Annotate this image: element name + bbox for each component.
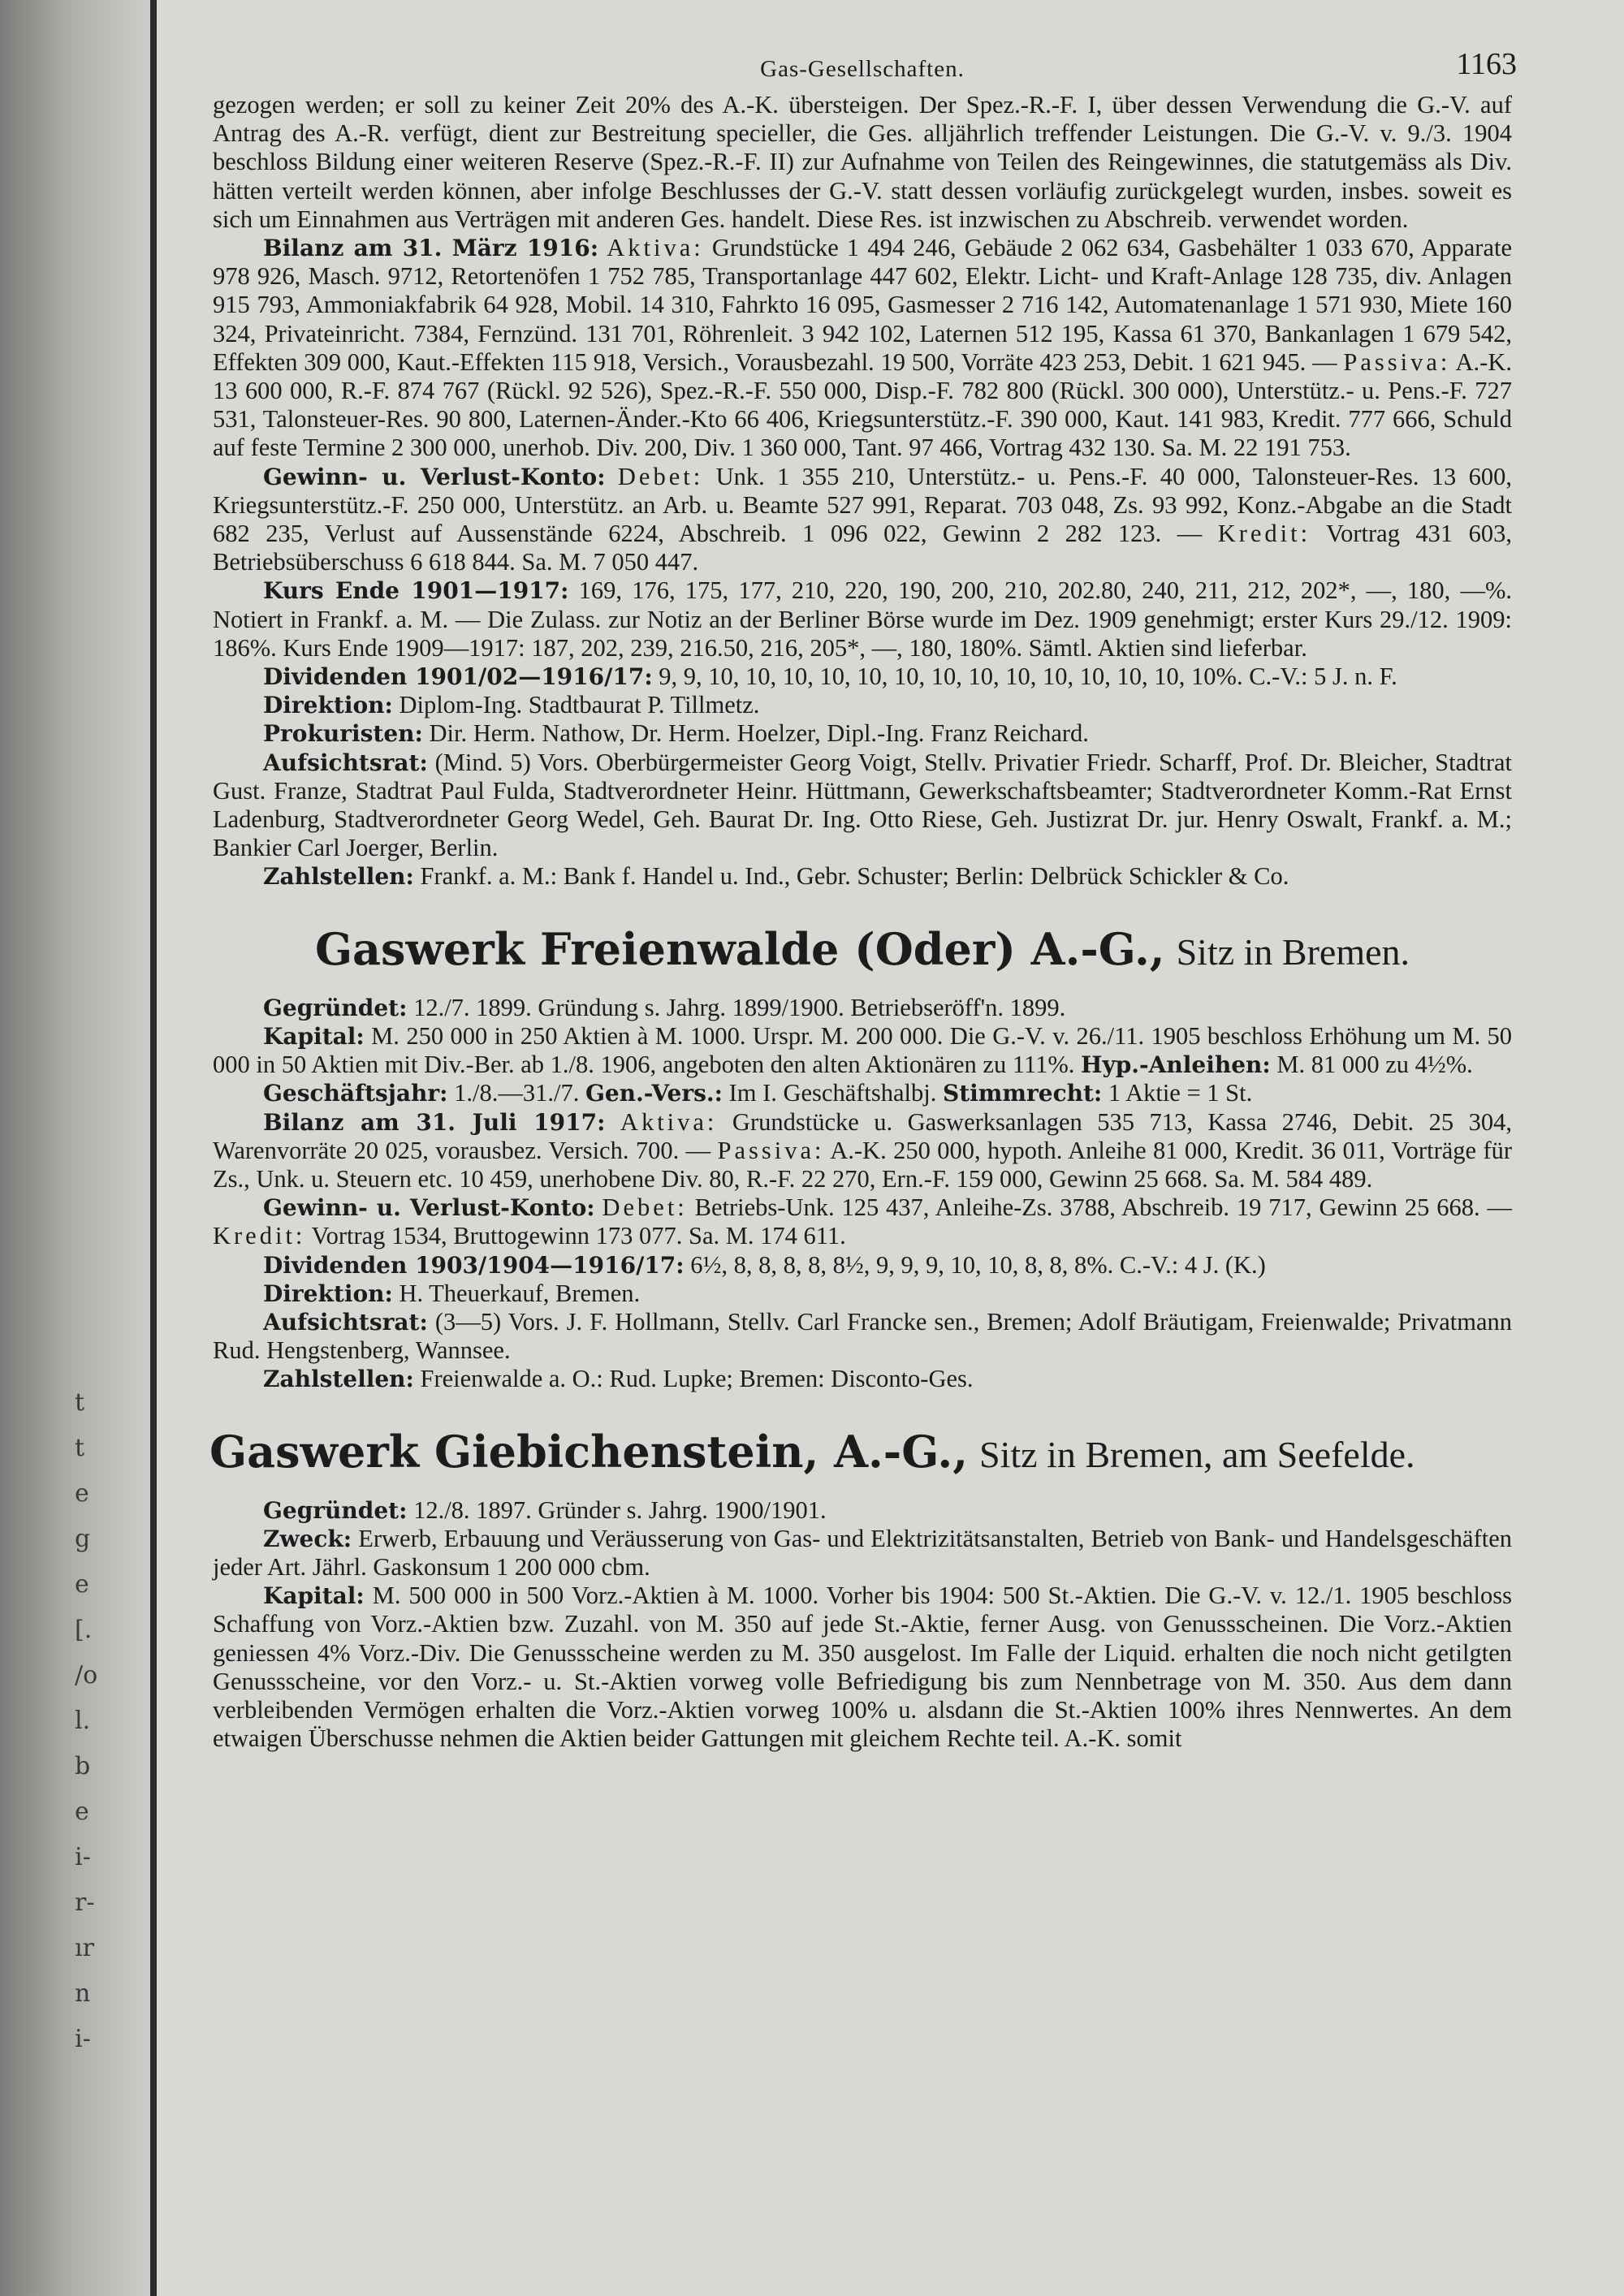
aktiva-label: Aktiva: <box>620 1107 718 1136</box>
genvers-label: Gen.-Vers.: <box>585 1080 723 1107</box>
kapital-label: Kapital: <box>263 1022 365 1050</box>
aufsichtsrat-label: Aufsichtsrat: <box>263 749 428 776</box>
bilanz-paragraph <box>213 1108 1512 1194</box>
aufsichtsrat-text: (3—5) Vors. J. F. Hollmann, Stellv. Carl Francke sen., Bremen; Adolf Bräutigam, Freienwalde; Privatmann Rud. Hengstenberg, Wannsee. <box>213 1307 1513 1365</box>
debet-label: Debet: <box>617 462 704 490</box>
gegruendet-text: 12./8. 1897. Gründer s. Jahrg. 1900/1901. <box>413 1495 827 1524</box>
reserves-paragraph: gezogen werden; er soll zu keiner Zeit 20% des A.-K. übersteigen. Der Spez.-R.-F. I, über dessen Verwendung die G.-V. auf Antrag des A.-R. verfügt, dient zur Bestreitung specieller, die Ges. alljährlich treffender Leistungen. Die G.-V. v. 9./3. 1904 beschloss Bildung einer weiteren Reserve (Spez.-R.-F. II) zur Aufnahme von Teilen des Reingewinnes, die statutgemäss als Div. hätten verteilt werden können, aber infolge Beschlusses der G.-V. statt dessen vorläufig zurückgelegt wurden, insbes. soweit es sich um Einnahmen aus Verträgen mit anderen Ges. handelt. Diese Res. ist inzwischen zu Abschreib. verwendet worden. <box>213 91 1512 233</box>
kredit-text: Vortrag 431 603, Betriebsüberschuss 6 618 844. Sa. M. 7 050 447. <box>213 520 1513 576</box>
debet-text: Unk. 1 355 210, Unterstütz.- u. Pens.-F. 40 000, Talonsteuer-Res. 13 600, Kriegsunterstütz.-F. 250 000, Unterstütz. an Arb. u. Beamte 527 991, Reparat. 703 048, Zs. 93 992, Konz.-Abgabe an die Stadt 682 235, Verlust auf Aussenstände 6224, Abschreib. 1 096 022, Gewinn 2 282 123. — <box>213 462 1512 548</box>
dividenden-label: Dividenden 1901/02—1916/17: <box>263 663 653 691</box>
dividenden-label: Dividenden 1903/1904—1916/17: <box>263 1251 685 1279</box>
bilanz-label: Bilanz am 31. März 1916: <box>263 235 599 262</box>
kredit-label: Kredit: <box>1217 520 1311 548</box>
direktion-paragraph <box>213 1280 1512 1308</box>
aufsichtsrat-paragraph <box>213 749 1512 863</box>
guv-paragraph <box>213 463 1512 577</box>
gegruendet-paragraph <box>213 1496 1512 1525</box>
kredit-text: Vortrag 1534, Bruttogewinn 173 077. Sa. M. 174 611. <box>311 1222 846 1250</box>
debet-text: Betriebs-Unk. 125 437, Anleihe-Zs. 3788, Abschreib. 19 717, Gewinn 25 668. — <box>694 1193 1513 1222</box>
guv-label: Gewinn- u. Verlust-Konto: <box>263 1194 595 1222</box>
zweck-paragraph <box>213 1525 1512 1582</box>
prokuristen-label: Prokuristen: <box>263 720 423 748</box>
debet-label: Debet: <box>602 1193 688 1222</box>
page-header <box>213 47 1517 91</box>
running-title: Gas-Gesellschaften. <box>760 56 965 82</box>
aufsichtsrat-paragraph <box>213 1308 1512 1365</box>
kapital-text: M. 500 000 in 500 Vorz.-Aktien à M. 1000. Vorher bis 1904: 500 St.-Aktien. Die G.-V. v. 12./1. 1905 beschloss Schaffung von Vorz.-Aktien bzw. Zuzahl. von M. 350 auf jede St.-Aktie, ferner Ausg. von Genussscheinen. Die Vorz.-Aktien geniessen 4% Vorz.-Div. Die Genussscheine werden zu M. 350 ausgelost. Im Falle der Liquid. erhalten die noch nicht getilgten Genussscheine, vor den Vorz.- u. St.-Aktien vorweg volle Befriedigung bis zum Nennbetrage von M. 350. Aus dem dann verbleibenden Vermögen erhalten die Vorz.-Aktien vorweg 100% u. alsdann die St.-Aktien 100% ihres Nennwertes. An dem etwaigen Überschusse nehmen die Aktien beider Gattungen mit gleichem Rechte teil. A.-K. somit <box>213 1582 1513 1753</box>
dividenden-paragraph <box>213 1251 1512 1280</box>
direktion-text: H. Theuerkauf, Bremen. <box>399 1279 641 1307</box>
zweck-label: Zweck: <box>263 1525 352 1552</box>
dividenden-text: 6½, 8, 8, 8, 8, 8½, 9, 9, 9, 10, 10, 8, 8, 8%. C.-V.: 4 J. (K.) <box>690 1250 1266 1279</box>
passiva-label: Passiva: <box>1343 347 1451 376</box>
passiva-text: A.-K. 13 600 000, R.-F. 874 767 (Rückl. 92 526), Spez.-R.-F. 550 000, Disp.-F. 782 800 (Rückl. 300 000), Unterstütz.- u. Pens.-F. 727 531, Talonsteuer-Res. 90 800, Laternen-Änder.-Kto 66 406, Kriegsunterstütz.-F. 390 000, Kaut. 141 983, Kredit. 777 666, Schuld auf feste Termine 2 300 000, unerhob. Div. 200, Div. 1 360 000, Tant. 97 466, Vortrag 432 130. Sa. M. 22 191 753. <box>213 347 1512 462</box>
geschaeftsjahr-paragraph <box>213 1079 1512 1107</box>
zahlstellen-paragraph <box>213 862 1512 891</box>
direktion-paragraph <box>213 691 1512 719</box>
gegruendet-paragraph <box>213 994 1512 1022</box>
gegruendet-label: Gegründet: <box>263 1496 408 1524</box>
company-name: Gaswerk Freienwalde (Oder) A.-G., <box>314 922 1165 975</box>
bilanz-paragraph <box>213 234 1512 463</box>
document-page <box>209 47 1517 1753</box>
aufsichtsrat-label: Aufsichtsrat: <box>263 1308 428 1336</box>
hyp-text: M. 81 000 zu 4½%. <box>1276 1051 1473 1079</box>
prokuristen-paragraph <box>213 719 1512 748</box>
kapital-label: Kapital: <box>263 1582 365 1610</box>
company-heading-giebichenstein <box>209 1425 1512 1482</box>
zahlstellen-paragraph <box>213 1365 1512 1393</box>
book-spine-edge <box>150 0 157 2296</box>
dividenden-text: 9, 9, 10, 10, 10, 10, 10, 10, 10, 10, 10, 10, 10, 10, 10, 10%. C.-V.: 5 J. n. F. <box>659 662 1397 691</box>
company-heading-freienwalde <box>213 922 1512 979</box>
company-seat: Sitz in Bremen. <box>1176 930 1410 973</box>
guv-label: Gewinn- u. Verlust-Konto: <box>263 463 606 490</box>
aktiva-label: Aktiva: <box>607 234 704 262</box>
guv-paragraph <box>213 1193 1512 1250</box>
company-seat: Sitz in Bremen, am Seefelde. <box>979 1433 1415 1475</box>
geschaeftsjahr-text: 1./8.—31./7. <box>454 1079 580 1107</box>
direktion-label: Direktion: <box>263 1280 393 1307</box>
hyp-label: Hyp.-Anleihen: <box>1081 1051 1271 1079</box>
zahlstellen-text: Frankf. a. M.: Bank f. Handel u. Ind., Gebr. Schuster; Berlin: Delbrück Schickler & Co. <box>420 862 1289 891</box>
aktiva-text: Grundstücke 1 494 246, Gebäude 2 062 634, Gasbehälter 1 033 670, Apparate 978 926, Masch. 9712, Retortenöfen 1 752 785, Transportanlage 447 602, Elektr. Licht- und Kraft-Anlage 128 735, div. Anlagen 915 793, Ammoniakfabrik 64 928, Mobil. 14 310, Fahrkto 16 095, Gasmesser 2 716 142, Automatenanlage 1 571 930, Miete 160 324, Privateinricht. 7384, Fernzünd. 131 701, Röhrenleit. 3 942 102, Laternen 512 195, Kassa 61 370, Bankanlagen 1 679 542, Effekten 309 000, Kaut.-Effekten 115 918, Versich., Vorausbezahl. 19 500, Vorräte 423 253, Debit. 1 621 945. — <box>213 234 1513 376</box>
direktion-text: Diplom-Ing. Stadtbaurat P. Tillmetz. <box>399 691 760 719</box>
bilanz-label: Bilanz am 31. Juli 1917: <box>263 1108 606 1136</box>
kredit-label: Kredit: <box>213 1222 306 1250</box>
gegruendet-label: Gegründet: <box>263 994 408 1021</box>
direktion-label: Direktion: <box>263 692 393 719</box>
geschaeftsjahr-label: Geschäftsjahr: <box>263 1080 448 1107</box>
kapital-paragraph <box>213 1022 1512 1079</box>
kapital-text: M. 250 000 in 250 Aktien à M. 1000. Urspr. M. 200 000. Die G.-V. v. 26./11. 1905 beschloss Erhöhung um M. 50 000 in 50 Aktien mit Div.-Ber. ab 1./8. 1906, angeboten den alten Aktionären zu 111%. <box>213 1021 1513 1079</box>
kurs-label: Kurs Ende 1901—1917: <box>263 577 569 605</box>
passiva-label: Passiva: <box>717 1136 825 1164</box>
aufsichtsrat-text: (Mind. 5) Vors. Oberbürgermeister Georg Voigt, Stellv. Privatier Friedr. Scharff, Prof. Dr. Bleicher, Stadtrat Gust. Franze, Stadtrat Paul Fulda, Stadtverordneter Heinr. Hüttmann, Gewerkschaftsbeamter; Stadtverordneter Komm.-Rat Ernst Ladenburg, Stadtverordneter Georg Wedel, Geh. Baurat Dr. Ing. Otto Riese, Geh. Justizrat Dr. jur. Henry Oswalt, Frankf. a. M.; Bankier Carl Joerger, Berlin. <box>213 748 1513 862</box>
genvers-text: Im I. Geschäftshalbj. <box>728 1079 937 1107</box>
dividenden-paragraph <box>213 662 1512 691</box>
kurs-text: 169, 176, 175, 177, 210, 220, 190, 200, 210, 202.80, 240, 211, 212, 202*, —, 180, —%. Notiert in Frankf. a. M. — Die Zulass. zur Notiz an der Berliner Börse wurde im Dez. 1909 genehmigt; erster Kurs 29./12. 1909: 186%. Kurs Ende 1909—1917: 187, 202, 239, 216.50, 216, 205*, —, 180, 180%. Sämtl. Aktien sind lieferbar. <box>213 576 1512 662</box>
zahlstellen-label: Zahlstellen: <box>263 1366 414 1393</box>
kurs-paragraph <box>213 576 1512 662</box>
page-number: 1163 <box>1456 47 1517 81</box>
stimmrecht-label: Stimmrecht: <box>942 1080 1103 1107</box>
prokuristen-text: Dir. Herm. Nathow, Dr. Herm. Hoelzer, Dipl.-Ing. Franz Reichard. <box>429 719 1089 748</box>
zahlstellen-text: Freienwalde a. O.: Rud. Lupke; Bremen: Disconto-Ges. <box>420 1365 974 1393</box>
company-name: Gaswerk Giebichenstein, A.-G., <box>209 1425 969 1478</box>
gegruendet-text: 12./7. 1899. Gründung s. Jahrg. 1899/1900. Betriebseröff'n. 1899. <box>413 993 1066 1021</box>
passiva-text: A.-K. 250 000, hypoth. Anleihe 81 000, Kredit. 36 011, Vorträge für Zs., Unk. u. Steuern etc. 10 459, unerhobene Div. 80, R.-F. 22 270, Ern.-F. 159 000, Gewinn 25 668. Sa. M. 584 489. <box>213 1136 1513 1193</box>
aktiva-text: Grundstücke u. Gaswerksanlagen 535 713, Kassa 2746, Debit. 25 304, Warenvorräte 20 025, vorausbez. Versich. 700. — <box>213 1107 1513 1164</box>
zahlstellen-label: Zahlstellen: <box>263 863 414 891</box>
stimmrecht-text: 1 Aktie = 1 St. <box>1108 1079 1253 1107</box>
kapital-paragraph <box>213 1582 1512 1753</box>
zweck-text: Erwerb, Erbauung und Veräusserung von Gas- und Elektrizitätsanstalten, Betrieb von Bank- und Handelsgeschäften jeder Art. Jährl. Gaskonsum 1 200 000 cbm. <box>213 1524 1512 1581</box>
facing-page-bleed: t t e g e [. /o l. b e i- r- ır n i- <box>75 1388 98 2053</box>
